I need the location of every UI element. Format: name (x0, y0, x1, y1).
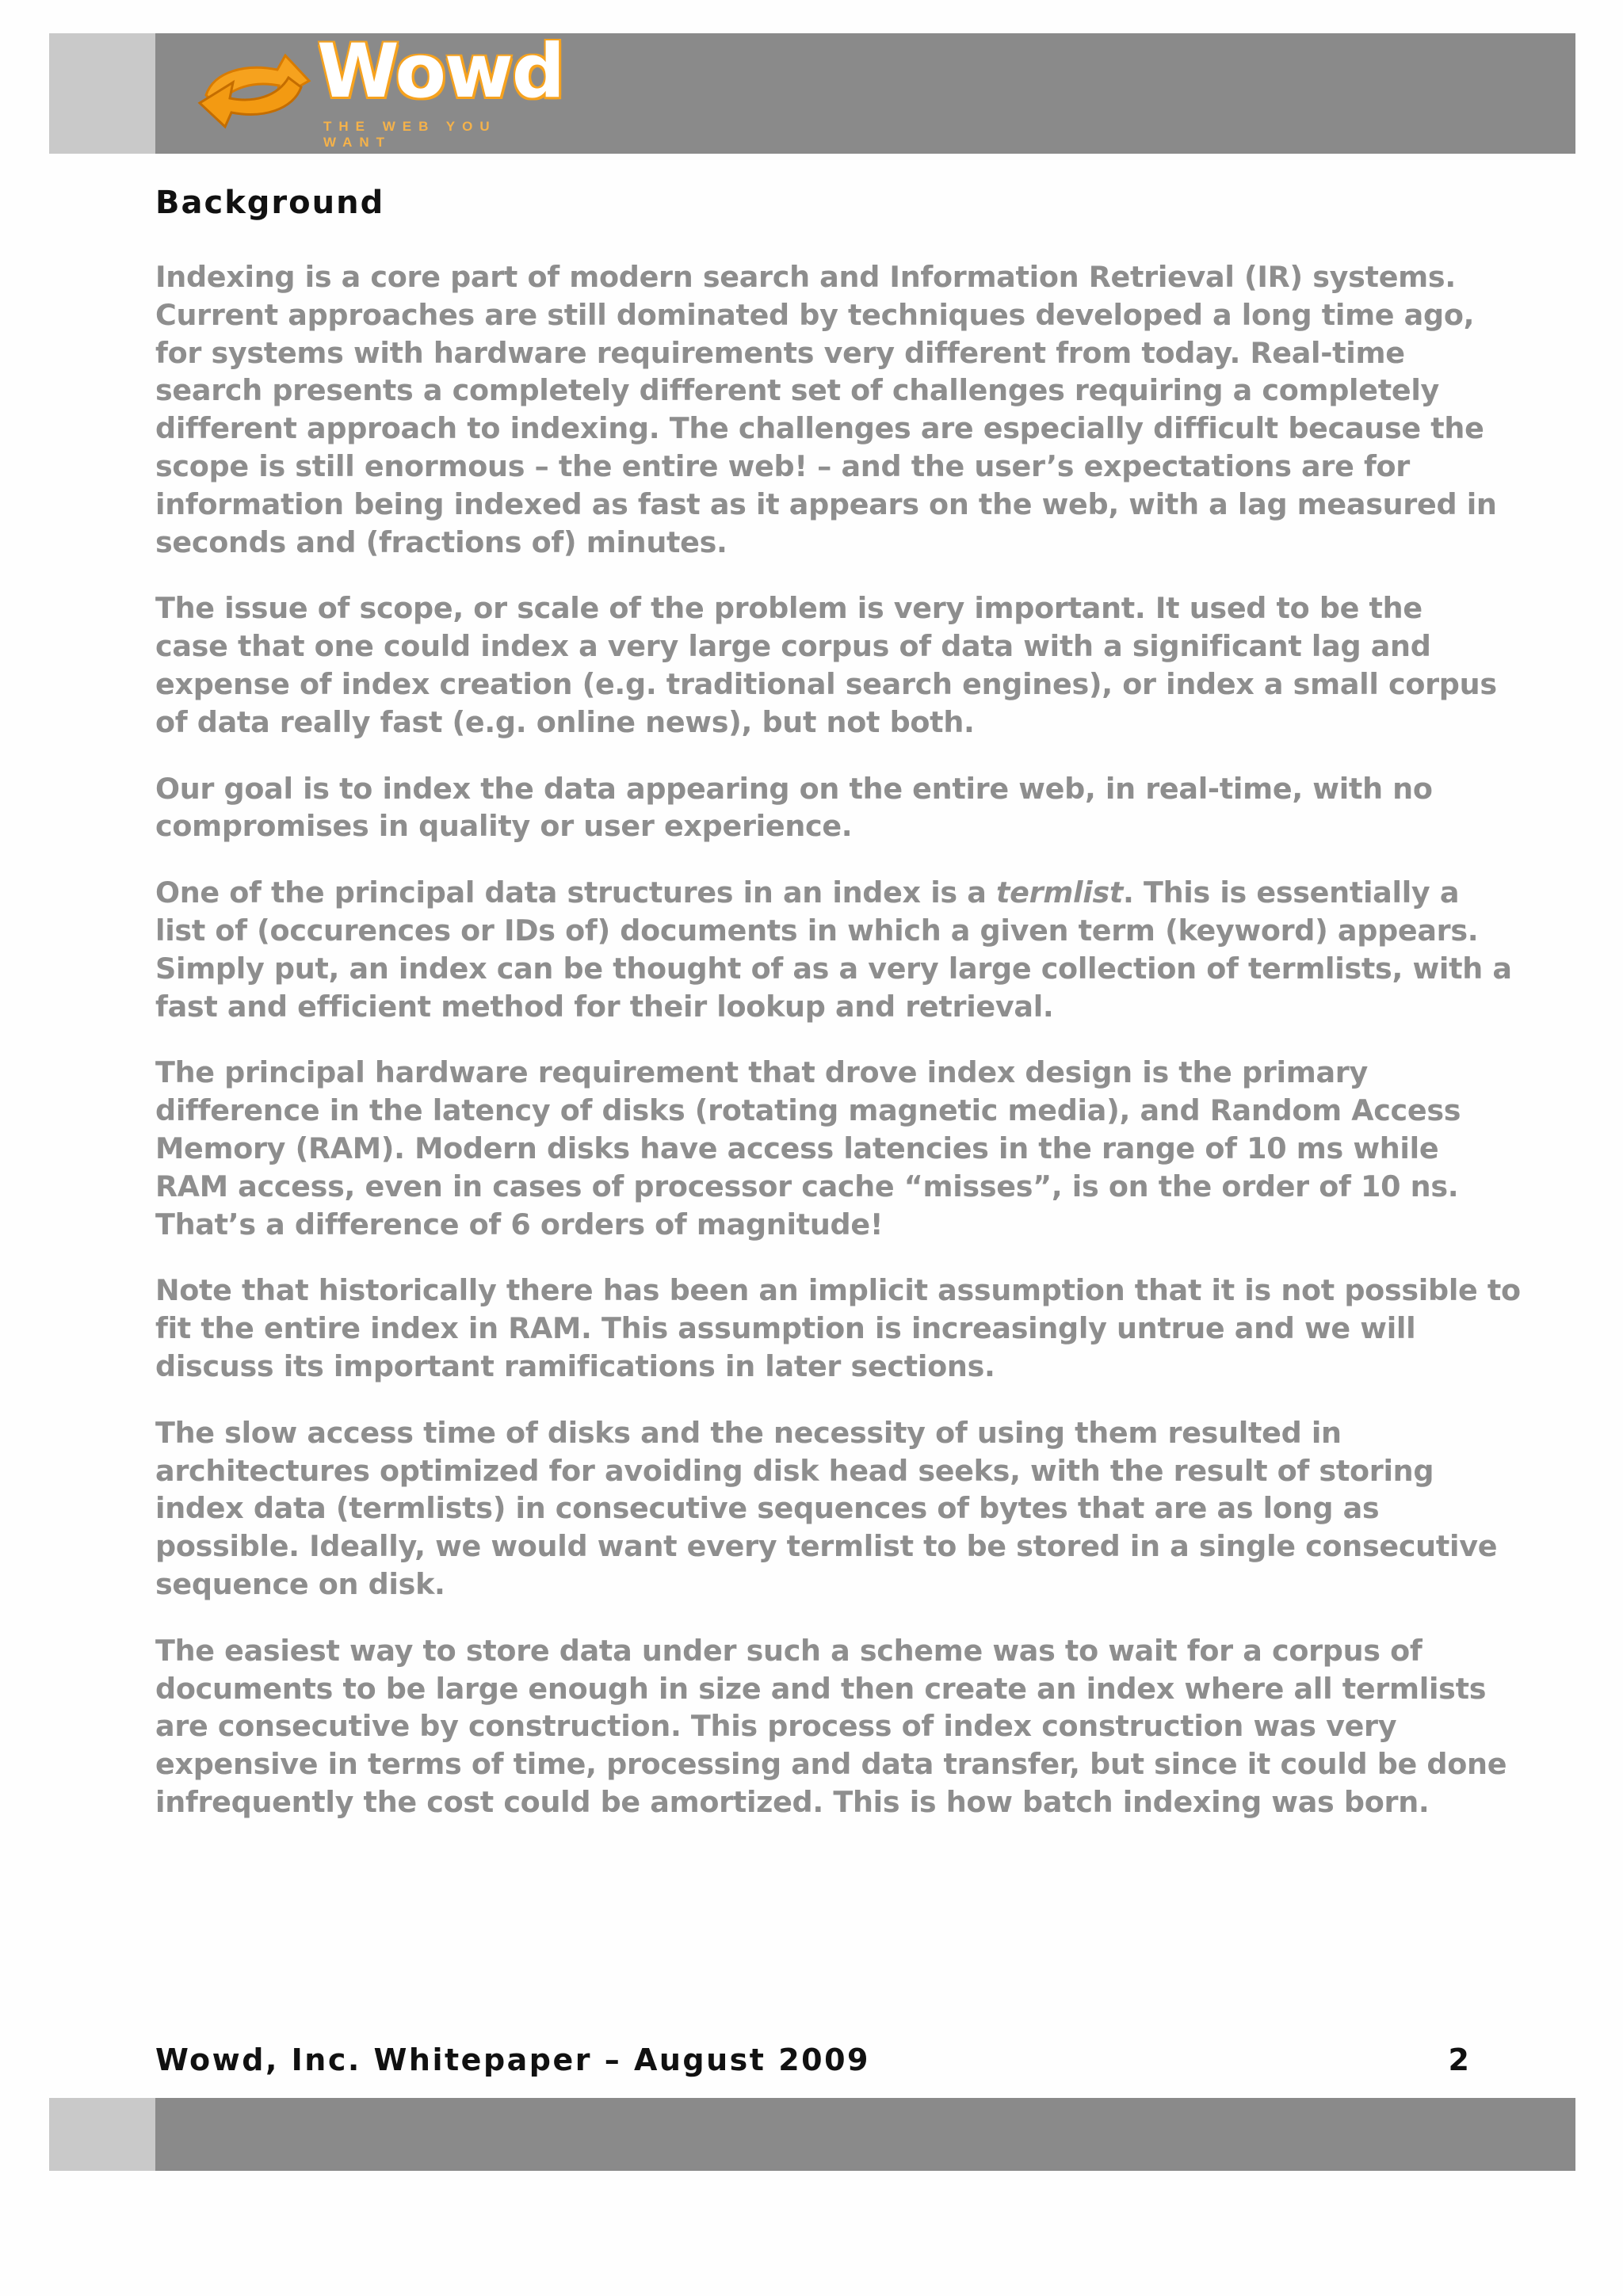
text-line: Indexing is a core part of modern search and Information Retrieval (IR) systems. (155, 260, 1456, 294)
text-line: The principal hardware requirement that drove index design is the primary (155, 1055, 1368, 1090)
header-bar-light-block (49, 33, 155, 154)
wowd-logo (190, 29, 564, 150)
paragraph-6 (155, 1272, 1521, 1385)
paragraph-2 (155, 589, 1497, 741)
text-line: index data (termlists) in consecutive sequences of bytes that are as long as (155, 1491, 1380, 1526)
text-line: compromises in quality or user experience. (155, 809, 853, 844)
text-line: The issue of scope, or scale of the problem is very important. It used to be the (155, 591, 1423, 626)
text-line: The easiest way to store data under such a scheme was to wait for a corpus of (155, 1633, 1423, 1668)
text-line: discuss its important ramifications in later sections. (155, 1348, 995, 1383)
hands-logo-icon (190, 40, 317, 135)
text-line: expense of index creation (e.g. traditional search engines), or index a small corpus (155, 666, 1497, 701)
text-line: Our goal is to index the data appearing on the entire web, in real-time, with no (155, 771, 1433, 806)
text-line: for systems with hardware requirements very different from today. Real-time (155, 335, 1405, 370)
text-line: search presents a completely different set of challenges requiring a completely (155, 373, 1440, 408)
text-line: list of (occurences or IDs of) documents in which a given term (keyword) appears. (155, 913, 1479, 948)
text-line: case that one could index a very large corpus of data with a significant lag and (155, 629, 1431, 664)
footer-bar (49, 2098, 1575, 2171)
text-line: are consecutive by construction. This process of index construction was very (155, 1709, 1397, 1744)
text-line: RAM access, even in cases of processor cache “misses”, is on the order of 10 ns. (155, 1169, 1459, 1203)
text-run: . This is essentially a (1123, 875, 1460, 910)
text-line: fit the entire index in RAM. This assumption is increasingly untrue and we will (155, 1311, 1416, 1346)
text-line: That’s a difference of 6 orders of magnitude! (155, 1207, 884, 1241)
page-number: 2 (1448, 2042, 1469, 2077)
paragraph-8 (155, 1632, 1507, 1821)
text-line: seconds and (fractions of) minutes. (155, 524, 727, 559)
text-line: scope is still enormous – the entire web! – and the user’s expectations are for (155, 448, 1410, 483)
footer-title: Wowd, Inc. Whitepaper – August 2009 (155, 2042, 870, 2077)
paragraph-5 (155, 1054, 1487, 1243)
text-line: expensive in terms of time, processing and data transfer, but since it could be done (155, 1747, 1507, 1782)
text-line: The slow access time of disks and the necessity of using them resulted in (155, 1415, 1342, 1450)
text-line: information being indexed as fast as it appears on the web, with a lag measured in (155, 486, 1497, 521)
text-line: difference in the latency of disks (rotating magnetic media), and Random Access (155, 1093, 1461, 1128)
text-line: Simply put, an index can be thought of as a very large collection of termlists, with a (155, 951, 1512, 986)
logo-wordmark: Wowd (317, 29, 564, 115)
footer-bar-dark-block (155, 2098, 1575, 2171)
text-line (155, 874, 1487, 912)
text-line: architectures optimized for avoiding disk head seeks, with the result of storing (155, 1453, 1434, 1488)
text-line: different approach to indexing. The challenges are especially difficult because the (155, 411, 1484, 446)
text-line: of data really fast (e.g. online news), but not both. (155, 704, 975, 739)
text-line: documents to be large enough in size and then create an index where all termlists (155, 1671, 1487, 1706)
termlist-term: termlist (995, 875, 1124, 910)
paragraph-3 (155, 770, 1487, 846)
text-line: Current approaches are still dominated by techniques developed a long time ago, (155, 297, 1475, 332)
logo-tagline: THE WEB YOU WANT (323, 119, 497, 150)
text-line: Memory (RAM). Modern disks have access latencies in the range of 10 ms while (155, 1131, 1439, 1165)
section-heading: Background (155, 185, 385, 221)
paragraph-7 (155, 1414, 1498, 1604)
text-line: fast and efficient method for their lookup and retrieval. (155, 989, 1054, 1024)
text-run: One of the principal data structures in an index is a (155, 875, 996, 910)
text-line: possible. Ideally, we would want every termlist to be stored in a single consecutive (155, 1529, 1498, 1564)
footer-bar-light-block (49, 2098, 155, 2171)
paragraph-4 (155, 874, 1512, 1025)
text-line: Note that historically there has been an implicit assumption that it is not possible to (155, 1273, 1521, 1308)
text-line: sequence on disk. (155, 1566, 445, 1601)
document-body (155, 179, 1521, 1821)
text-line: infrequently the cost could be amortized. This is how batch indexing was born. (155, 1784, 1430, 1819)
paragraph-1 (155, 258, 1497, 561)
